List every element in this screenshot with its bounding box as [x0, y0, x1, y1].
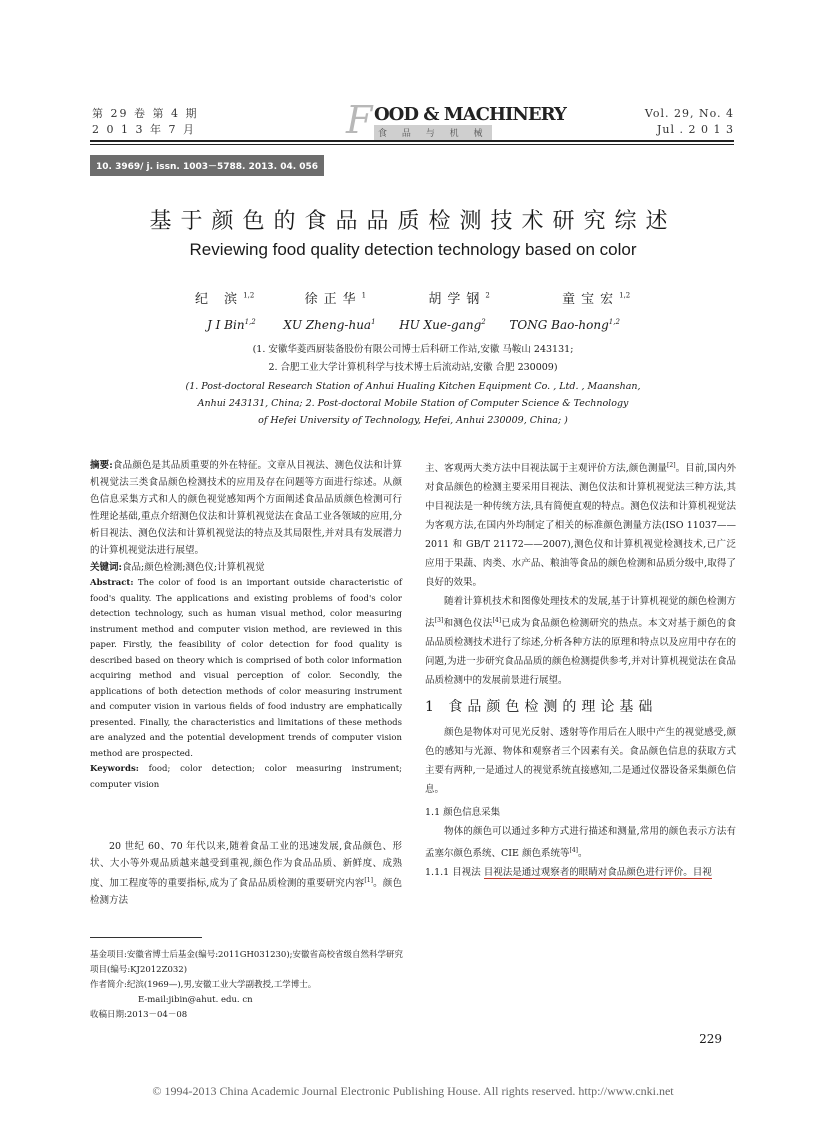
abstract-cn [90, 457, 402, 559]
author-sup: 1 [371, 318, 376, 326]
intro-paragraph [90, 838, 402, 909]
keywords-cn-text: 食品;颜色检测;测色仪;计算机视觉 [122, 562, 265, 573]
doi-badge: 10. 3969/ j. issn. 1003－5788. 2013. 04. 056 [90, 155, 324, 176]
body-text: 。 [577, 848, 588, 860]
date-cn: 2 0 1 3 年 7 月 [92, 123, 196, 136]
logo-title: OOD & MACHINERY [374, 104, 566, 125]
title-en: Reviewing food quality detection technology based on color [189, 240, 637, 259]
keywords-cn [90, 559, 402, 576]
citation: [3] [434, 617, 444, 625]
footnote-text: 2013－04－08 [126, 1010, 188, 1020]
title-cn: 基于颜色的食品品质检测技术研究综述 [149, 209, 677, 234]
volume-cn: 第 29 卷 第 4 期 [92, 107, 199, 120]
header-rule-thin [90, 144, 734, 145]
footnote-text: 安徽省博士后基金(编号:2011GH031230);安徽省高校省级自然科学研究项目(编号:KJ2012Z032) [90, 950, 404, 975]
author-sup: 2 [481, 318, 486, 326]
footnote-label: 基金项目: [90, 950, 127, 960]
author-en: J I Bin [207, 318, 245, 332]
citation: [4] [492, 617, 502, 625]
section-heading: 1 食品颜色检测的理论基础 [425, 699, 658, 716]
author-en: XU Zheng-hua [283, 318, 372, 332]
keywords-en-label: Keywords: [90, 764, 139, 774]
body-text: 主、客观两大类方法中目视法属于主观评价方法,颜色测量 [425, 463, 668, 475]
volume-en: Vol. 29, No. 4 [644, 107, 734, 120]
footnote-text: E-mail:jibin@ahut. edu. cn [138, 995, 253, 1005]
body-paragraph [425, 592, 736, 690]
body-text: 物体的颜色可以通过多种方式进行描述和测量,常用的颜色表示方法有孟塞尔颜色系统、CIE 颜色系统等 [425, 826, 736, 860]
copyright-footer: © 1994-2013 China Academic Journal Electronic Publishing House. All rights reserved. http://www.cnki.net [152, 1084, 674, 1098]
author-cn: 纪 滨 [195, 292, 244, 307]
author-sup: 2 [485, 291, 490, 300]
author-en: HU Xue-gang [399, 318, 482, 332]
body-right [425, 456, 736, 882]
author-en: TONG Bao-hong [509, 318, 609, 332]
footnotes [90, 948, 405, 1023]
logo-letter-f: F [346, 98, 373, 142]
footnote-author [90, 978, 405, 993]
footnote-text: 纪滨(1969—),男,安徽工业大学副教授,工学博士。 [126, 980, 317, 990]
header-rule-thick [90, 140, 734, 142]
abstract-en [90, 576, 402, 762]
abstract-en-label: Abstract: [90, 578, 134, 588]
footnote-email [90, 993, 405, 1008]
body-paragraph [425, 863, 736, 882]
author-sup: 1,2 [243, 291, 255, 300]
affiliation-line: 2. 合肥工业大学计算机科学与技术博士后流动站,安徽 合肥 230009) [268, 362, 558, 373]
footnote-rule [90, 937, 202, 938]
intro-text-tail: 。颜色检测方法 [90, 878, 402, 907]
affiliations-cn [0, 343, 826, 375]
keywords-en [90, 762, 402, 793]
author-sup: 1,2 [244, 318, 256, 326]
keywords-en-text: food; color detection; color measuring instrument; computer vision [90, 764, 403, 790]
affiliation-line: (1. Post-doctoral Research Station of Anhui Hualing Kitchen Equipment Co. , Ltd. , Maanshan, [185, 381, 641, 392]
affiliation-line: of Hefei University of Technology, Hefei, Anhui 230009, China; ) [258, 415, 568, 426]
date-en: Jul . 2 0 1 3 [657, 123, 734, 136]
affiliation-line: Anhui 243131, China; 2. Post-doctoral Mobile Station of Computer Science & Technology [197, 398, 629, 409]
body-paragraph: 颜色是物体对可见光反射、透射等作用后在人眼中产生的视觉感受,颜色的感知与光源、物体和观察者三个因素有关。食品颜色信息的获取方式主要有两种,一是通过人的视觉系统直接感知,二是通过仪器设备采集颜色信息。 [425, 727, 736, 796]
footnote-funding [90, 948, 405, 978]
body-paragraph [425, 822, 736, 863]
subsection-heading: 1.1 颜色信息采集 [425, 807, 501, 819]
footnote-received [90, 1008, 405, 1023]
abstract-en-text: The color of food is an important outside characteristic of food's quality. The applications and existing problems of food's color detection technology, such as human visual method, color measuring instrument method and computer vision method, are reviewed in this paper. Firstly, the feasibility of color detection for food quality is described based on theory which is comprised of both color information acquiring method and visual perception of color. Secondly, the applications of both detection methods of color measuring instrument and computer vision in various fields of food industry are emphatically presented. Finally, the characteristics and limitations of these methods are analyzed and the potential development trends of computer vision method are prospected. [90, 578, 402, 759]
body-text: 已成为食品颜色检测研究的热点。本文对基于颜色的食品品质检测技术进行了综述,分析各种方法的原理和特点以及应用中存在的问题,为进一步研究食品品质的颜色检测提供参考,并对计算机视觉法在食品品质检测中的发展前景进行展望。 [425, 618, 736, 687]
body-text: 。目前,国内外对食品颜色的检测主要采用目视法、测色仪法和计算机视觉法三种方法,其中目视法是一种传统方法,具有简便直观的特点。测色仪法和计算机视觉法为客观方法,在国内外均制定了相关的标准颜色测量方法(ISO 11037——2011 和 GB/T 21172——2007),测色仪和计算机视觉检测技术,已广泛应用于果蔬、肉类、水产品、粮油等食品的颜色检测和品质分级中,取得了良好的效果。 [425, 463, 736, 589]
citation: [1] [364, 877, 373, 884]
author-cn: 童宝宏 [562, 292, 620, 307]
body-text: 和测色仪法 [443, 618, 493, 630]
footnote-label: 作者简介: [90, 980, 127, 990]
abstract-block [90, 457, 402, 793]
author-cn: 徐正华 [304, 292, 362, 307]
abstract-cn-label: 摘要: [90, 460, 113, 471]
body-text: 目视法是通过观察者的眼睛对食品颜色进行评价。目视 [483, 867, 712, 879]
body-text: 随着计算机技术和图像处理技术的发展,基于计算机视觉的颜色检测方法 [425, 596, 736, 630]
issue-info-en [645, 106, 734, 138]
citation: [4] [569, 847, 578, 855]
keywords-cn-label: 关键词: [90, 562, 123, 573]
footnote-label: 收稿日期: [90, 1010, 127, 1020]
abstract-cn-text: 食品颜色是其品质重要的外在特征。文章从目视法、测色仪法和计算机视觉法三类食品颜色检测技术的应用及存在问题等方面进行综述。从颜色信息采集方式和人的颜色视觉感知两个方面阐述食品品质颜色检测可行性理论基础,重点介绍测色仪法和计算机视觉法在食品工业各领域的应用,分析目视法、测色仪法和计算机视觉法的特点及其局限性,并对具有发展潜力的计算机视觉法进行展望。 [90, 460, 402, 556]
authors-en [207, 318, 620, 332]
author-sup: 1,2 [608, 318, 620, 326]
issue-info-cn [92, 106, 198, 138]
authors-cn [195, 288, 630, 307]
citation: [2] [667, 462, 676, 469]
page-number: 229 [699, 1032, 722, 1046]
intro-text: 20 世纪 60、70 年代以来,随着食品工业的迅速发展,食品颜色、形状、大小等外观品质越来越受到重视,颜色作为食品品质、新鲜度、成熟度、加工程度等的重要指标,成为了食品品质检测的重要研究内容 [90, 841, 402, 890]
affiliation-line: (1. 安徽华菱西厨装备股份有限公司博士后科研工作站,安徽 马鞍山 243131; [252, 344, 574, 355]
author-sup: 1 [361, 291, 367, 300]
journal-logo [344, 98, 566, 142]
logo-subtitle: 食 品 与 机 械 [374, 125, 492, 140]
affiliations-en [0, 378, 826, 429]
body-paragraph [425, 456, 736, 592]
author-sup: 1,2 [619, 291, 631, 300]
intro-left [90, 838, 402, 909]
subsubsection-heading: 1.1.1 目视法 [425, 867, 481, 879]
author-cn: 胡学钢 [428, 292, 486, 307]
